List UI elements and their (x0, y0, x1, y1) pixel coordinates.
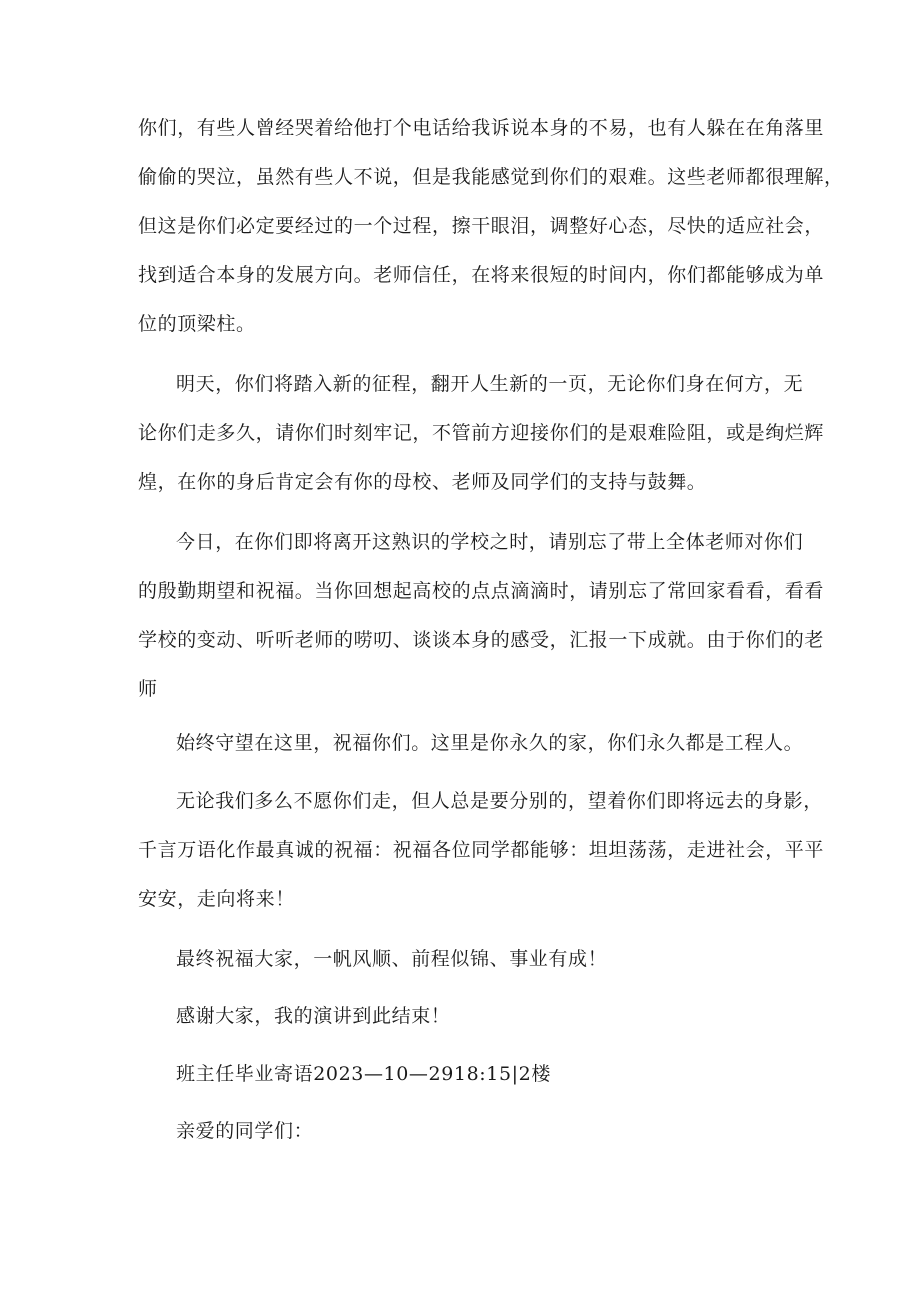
text-line: 论你们走多久，请你们时刻牢记，不管前方迎接你们的是艰难险阻，或是绚烂辉 (138, 422, 825, 444)
text-line: 位的顶梁柱。 (138, 313, 256, 335)
paragraph-today (138, 518, 825, 714)
paragraph-watch (138, 719, 804, 768)
paragraph-wishes (138, 935, 783, 984)
text-line: 找到适合本身的发展方向。老师信任，在将来很短的时间内，你们都能够成为单 (138, 264, 825, 286)
text-line: 千言万语化作最真诚的祝福：祝福各位同学都能够：坦坦荡荡，走进社会，平平 (138, 839, 825, 861)
paragraph-tomorrow (138, 360, 825, 507)
text-line: 亲爱的同学们： (176, 1120, 314, 1142)
text-line: 今日，在你们即将离开这熟识的学校之时，请别忘了带上全体老师对你们 (176, 531, 804, 553)
text-line: 始终守望在这里，祝福你们。这里是你永久的家，你们永久都是工程人。 (176, 732, 804, 754)
text-line: 煌，在你的身后肯定会有你的母校、老师及同学们的支持与鼓舞。 (138, 471, 707, 493)
paragraph-continuation (138, 104, 844, 349)
text-line: 安安，走向将来！ (138, 888, 295, 910)
text-line: 感谢大家，我的演讲到此结束！ (176, 1005, 451, 1027)
text-line: 学校的变动、听听老师的唠叨、谈谈本身的感受，汇报一下成就。由于你们的老 (138, 629, 825, 651)
text-line: 无论我们多么不愿你们走，但人总是要分别的，望着你们即将远去的身影， (176, 790, 823, 812)
paragraph-farewell (138, 777, 825, 924)
text-line: 你们，有些人曾经哭着给他打个电话给我诉说本身的不易，也有人躲在在角落里 (138, 117, 825, 139)
post-header (138, 1050, 783, 1099)
text-line: 的殷勤期望和祝福。当你回想起高校的点点滴滴时，请别忘了常回家看看，看看 (138, 580, 825, 602)
text-line: 班主任毕业寄语2023—10—2918:15|2楼 (176, 1063, 551, 1085)
text-line: 最终祝福大家，一帆风顺、前程似锦、事业有成！ (176, 948, 608, 970)
paragraph-thanks (138, 992, 783, 1041)
greeting (138, 1107, 783, 1156)
text-line: 明天，你们将踏入新的征程，翻开人生新的一页，无论你们身在何方，无 (176, 373, 804, 395)
text-line: 但这是你们必定要经过的一个过程，擦干眼泪，调整好心态，尽快的适应社会， (138, 215, 825, 237)
text-line: 师 (138, 678, 158, 700)
text-line: 偷偷的哭泣，虽然有些人不说，但是我能感觉到你们的艰难。这些老师都很理解， (138, 166, 844, 188)
